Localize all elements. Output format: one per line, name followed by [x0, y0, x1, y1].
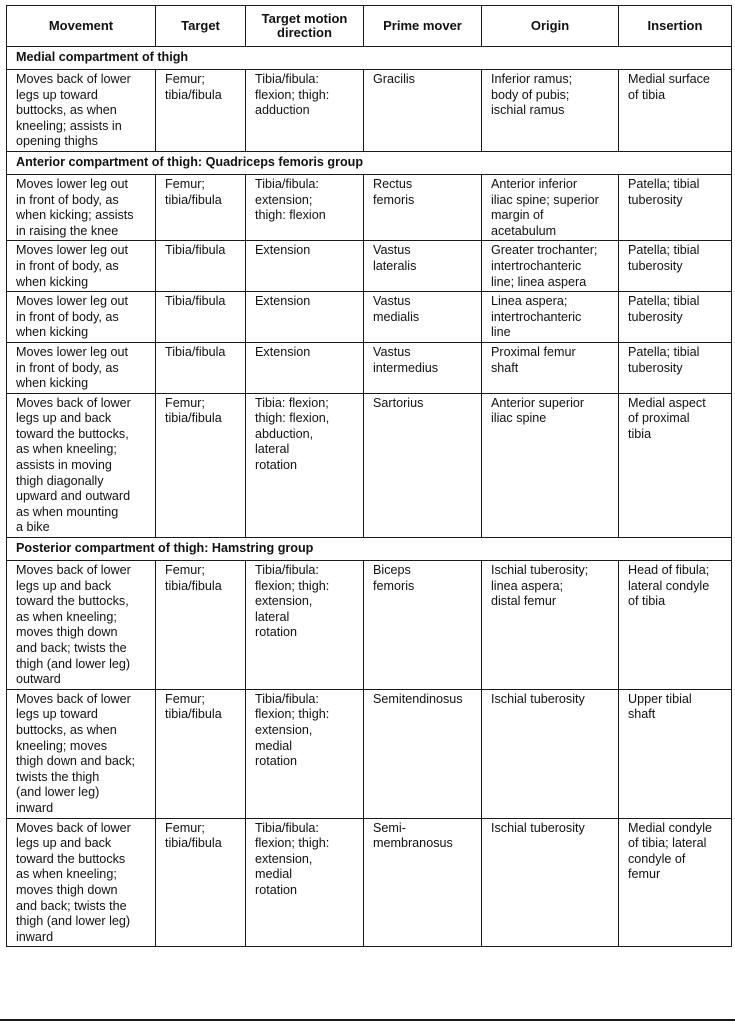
- cell-line: thigh down and back;: [16, 754, 136, 769]
- cell-line: Tibia: flexion;: [255, 395, 329, 410]
- cell-line: distal femur: [491, 594, 557, 609]
- cell-line: in front of body, as: [16, 192, 119, 207]
- cell-line: when kicking; assists: [16, 208, 134, 223]
- cell-line: rotation: [255, 754, 298, 769]
- cell-line: Tibia/fibula:: [255, 563, 319, 578]
- cell-line: Ischial tuberosity: [491, 820, 585, 835]
- cell-line: femoris: [373, 192, 415, 207]
- cell-line: flexion; thigh:: [255, 707, 330, 722]
- cell-line: twists the thigh: [16, 769, 100, 784]
- table-row: [7, 689, 732, 818]
- motion-direction-cell: [246, 241, 364, 292]
- table-row: [7, 174, 732, 240]
- cell-line: opening thighs: [16, 134, 98, 149]
- cell-line: iliac spine; superior: [491, 192, 599, 207]
- cell-line: body of pubis;: [491, 87, 570, 102]
- cell-line: as when mounting: [16, 504, 119, 519]
- cell-line: acetabulum: [491, 223, 557, 238]
- cell-line: thigh (and lower leg): [16, 656, 131, 671]
- cell-line: Patella; tibial: [628, 176, 700, 191]
- cell-line: of proximal: [628, 411, 690, 426]
- cell-line: medial: [255, 738, 293, 753]
- cell-line: a bike: [16, 520, 50, 535]
- cell-line: Gracilis: [373, 72, 415, 86]
- prime-mover-cell: [364, 292, 482, 343]
- insertion-cell: [619, 818, 732, 947]
- cell-line: shaft: [628, 707, 656, 722]
- cell-line: upward and outward: [16, 489, 131, 504]
- cell-line: Head of fibula;: [628, 563, 710, 578]
- cell-line: Anterior inferior: [491, 176, 578, 191]
- cell-line: of tibia; lateral: [628, 836, 707, 851]
- movement-cell: [7, 818, 156, 947]
- header-row: [7, 6, 732, 47]
- origin-cell: [482, 393, 619, 537]
- cell-line: Medial condyle: [628, 820, 713, 835]
- header-insertion: Insertion: [619, 6, 732, 47]
- cell-line: as when kneeling;: [16, 867, 117, 882]
- header-target-motion-direction: Target motion direction: [246, 6, 364, 47]
- muscle-table-container: [6, 5, 731, 947]
- motion-direction-cell: [246, 70, 364, 152]
- cell-line: Moves back of lower: [16, 563, 131, 578]
- origin-cell: [482, 292, 619, 343]
- cell-line: in front of body, as: [16, 258, 119, 273]
- cell-line: toward the buttocks: [16, 851, 126, 866]
- target-cell: [156, 174, 246, 240]
- cell-line: Moves lower leg out: [16, 243, 128, 258]
- origin-cell: [482, 70, 619, 152]
- cell-line: kneeling; moves: [16, 738, 108, 753]
- cell-line: extension;: [255, 192, 313, 207]
- target-cell: [156, 561, 246, 690]
- cell-line: tibia/fibula: [165, 578, 222, 593]
- table-row: [7, 292, 732, 343]
- cell-line: Upper tibial: [628, 691, 692, 706]
- header-movement: Movement: [7, 6, 156, 47]
- cell-line: margin of: [491, 208, 544, 223]
- target-cell: [156, 689, 246, 818]
- prime-mover-cell: [364, 174, 482, 240]
- cell-line: iliac spine: [491, 411, 547, 426]
- cell-line: condyle of: [628, 851, 686, 866]
- prime-mover-cell: [364, 393, 482, 537]
- movement-cell: [7, 561, 156, 690]
- target-cell: [156, 393, 246, 537]
- cell-line: kneeling; assists in: [16, 118, 122, 133]
- cell-line: medialis: [373, 309, 420, 324]
- cell-line: Vastus: [373, 294, 411, 309]
- cell-line: line: [491, 325, 511, 340]
- cell-line: Medial surface: [628, 72, 710, 86]
- prime-mover-cell: [364, 689, 482, 818]
- origin-cell: [482, 689, 619, 818]
- insertion-cell: [619, 561, 732, 690]
- movement-cell: [7, 393, 156, 537]
- cell-line: tibia: [628, 426, 652, 441]
- cell-line: legs up and back: [16, 578, 112, 593]
- prime-mover-cell: [364, 561, 482, 690]
- cell-line: in front of body, as: [16, 360, 119, 375]
- cell-line: Femur;: [165, 820, 205, 835]
- cell-line: Moves lower leg out: [16, 294, 128, 309]
- cell-line: toward the buttocks,: [16, 594, 129, 609]
- cell-line: Rectus: [373, 176, 413, 191]
- movement-cell: [7, 70, 156, 152]
- section-header-row: [7, 151, 732, 174]
- prime-mover-cell: [364, 241, 482, 292]
- cell-line: in front of body, as: [16, 309, 119, 324]
- cell-line: outward: [16, 672, 61, 687]
- cell-line: extension,: [255, 851, 313, 866]
- movement-cell: [7, 241, 156, 292]
- origin-cell: [482, 342, 619, 393]
- cell-line: Semi-: [373, 820, 406, 835]
- cell-line: in raising the knee: [16, 223, 119, 238]
- cell-line: rotation: [255, 882, 298, 897]
- cell-line: of tibia: [628, 594, 666, 609]
- cell-line: linea aspera;: [491, 578, 564, 593]
- cell-line: as when kneeling;: [16, 609, 117, 624]
- target-cell: [156, 241, 246, 292]
- cell-line: assists in moving: [16, 458, 112, 473]
- cell-line: toward the buttocks,: [16, 426, 129, 441]
- cell-line: intermedius: [373, 360, 439, 375]
- cell-line: adduction: [255, 103, 310, 118]
- target-cell: [156, 292, 246, 343]
- cell-line: Medial aspect: [628, 395, 706, 410]
- table-row: [7, 561, 732, 690]
- target-cell: [156, 70, 246, 152]
- origin-cell: [482, 174, 619, 240]
- cell-line: Linea aspera;: [491, 294, 568, 309]
- cell-line: Vastus: [373, 243, 411, 258]
- cell-line: Moves back of lower: [16, 395, 131, 410]
- cell-line: flexion; thigh:: [255, 578, 330, 593]
- cell-line: tuberosity: [628, 360, 683, 375]
- cell-line: rotation: [255, 458, 298, 473]
- cell-line: Tibia/fibula: [165, 344, 226, 359]
- table-row: [7, 818, 732, 947]
- cell-line: Ischial tuberosity: [491, 691, 585, 706]
- motion-direction-cell: [246, 818, 364, 947]
- thigh-muscles-table: [6, 5, 732, 947]
- cell-line: Extension: [255, 243, 311, 258]
- cell-line: lateral: [255, 609, 290, 624]
- cell-line: Tibia/fibula:: [255, 72, 319, 86]
- cell-line: Moves back of lower: [16, 820, 131, 835]
- cell-line: and back; twists the: [16, 641, 127, 655]
- prime-mover-cell: [364, 342, 482, 393]
- cell-line: Moves back of lower: [16, 691, 131, 706]
- insertion-cell: [619, 70, 732, 152]
- cell-line: femoris: [373, 578, 415, 593]
- cell-line: Patella; tibial: [628, 294, 700, 309]
- cell-line: moves thigh down: [16, 625, 118, 640]
- movement-cell: [7, 174, 156, 240]
- movement-cell: [7, 342, 156, 393]
- insertion-cell: [619, 292, 732, 343]
- cell-line: Moves lower leg out: [16, 344, 128, 359]
- cell-line: Moves lower leg out: [16, 176, 128, 191]
- cell-line: inward: [16, 929, 54, 944]
- motion-direction-cell: [246, 342, 364, 393]
- cell-line: of tibia: [628, 87, 666, 102]
- origin-cell: [482, 561, 619, 690]
- cell-line: Semitendinosus: [373, 691, 463, 706]
- cell-line: Femur;: [165, 691, 205, 706]
- cell-line: legs up and back: [16, 836, 112, 851]
- cell-line: femur: [628, 867, 661, 882]
- cell-line: as when kneeling;: [16, 442, 117, 457]
- cell-line: Femur;: [165, 563, 205, 578]
- section-header-row: [7, 47, 732, 70]
- cell-line: Vastus: [373, 344, 411, 359]
- cell-line: moves thigh down: [16, 882, 118, 897]
- cell-line: tuberosity: [628, 309, 683, 324]
- motion-direction-cell: [246, 689, 364, 818]
- movement-cell: [7, 292, 156, 343]
- cell-line: Inferior ramus;: [491, 72, 573, 86]
- cell-line: Femur;: [165, 395, 205, 410]
- cell-line: Proximal femur: [491, 344, 576, 359]
- cell-line: Extension: [255, 344, 311, 359]
- table-row: [7, 241, 732, 292]
- cell-line: Tibia/fibula:: [255, 176, 319, 191]
- cell-line: Ischial tuberosity;: [491, 563, 589, 578]
- cell-line: Femur;: [165, 72, 205, 86]
- cell-line: inward: [16, 800, 54, 815]
- insertion-cell: [619, 689, 732, 818]
- cell-line: rotation: [255, 625, 298, 640]
- cell-line: tibia/fibula: [165, 192, 222, 207]
- cell-line: extension,: [255, 722, 313, 737]
- cell-line: Biceps: [373, 563, 411, 578]
- cell-line: membranosus: [373, 836, 453, 851]
- cell-line: Tibia/fibula:: [255, 691, 319, 706]
- cell-line: Anterior superior: [491, 395, 585, 410]
- prime-mover-cell: [364, 70, 482, 152]
- cell-line: (and lower leg): [16, 785, 100, 800]
- target-cell: [156, 342, 246, 393]
- motion-direction-cell: [246, 174, 364, 240]
- cell-line: Extension: [255, 294, 311, 309]
- cell-line: thigh: flexion,: [255, 411, 330, 426]
- motion-direction-cell: [246, 393, 364, 537]
- cell-line: medial: [255, 867, 293, 882]
- cell-line: extension,: [255, 594, 313, 609]
- movement-cell: [7, 689, 156, 818]
- section-title: Anterior compartment of thigh: Quadriceps femoris group: [7, 151, 732, 174]
- cell-line: lateral: [255, 442, 290, 457]
- cell-line: Greater trochanter;: [491, 243, 598, 258]
- bottom-rule: [0, 1019, 735, 1021]
- cell-line: when kicking: [16, 274, 89, 289]
- cell-line: shaft: [491, 360, 519, 375]
- cell-line: tuberosity: [628, 192, 683, 207]
- target-cell: [156, 818, 246, 947]
- cell-line: intertrochanteric: [491, 258, 582, 273]
- cell-line: and back; twists the: [16, 898, 127, 913]
- cell-line: tibia/fibula: [165, 836, 222, 851]
- cell-line: thigh diagonally: [16, 473, 104, 488]
- header-prime-mover: Prime mover: [364, 6, 482, 47]
- cell-line: thigh (and lower leg): [16, 914, 131, 929]
- insertion-cell: [619, 393, 732, 537]
- table-body: [7, 47, 732, 947]
- cell-line: lateral condyle: [628, 578, 710, 593]
- cell-line: tuberosity: [628, 258, 683, 273]
- cell-line: buttocks, as when: [16, 103, 117, 118]
- cell-line: Moves back of lower: [16, 72, 131, 86]
- cell-line: thigh: flexion: [255, 208, 326, 223]
- cell-line: Patella; tibial: [628, 243, 700, 258]
- motion-direction-cell: [246, 292, 364, 343]
- cell-line: when kicking: [16, 376, 89, 391]
- cell-line: legs up toward: [16, 87, 98, 102]
- table-row: [7, 393, 732, 537]
- cell-line: legs up toward: [16, 707, 98, 722]
- table-row: [7, 70, 732, 152]
- cell-line: buttocks, as when: [16, 722, 117, 737]
- cell-line: ischial ramus: [491, 103, 565, 118]
- cell-line: Tibia/fibula: [165, 294, 226, 309]
- insertion-cell: [619, 342, 732, 393]
- cell-line: tibia/fibula: [165, 87, 222, 102]
- cell-line: flexion; thigh:: [255, 87, 330, 102]
- origin-cell: [482, 818, 619, 947]
- motion-direction-cell: [246, 561, 364, 690]
- prime-mover-cell: [364, 818, 482, 947]
- cell-line: intertrochanteric: [491, 309, 582, 324]
- cell-line: Sartorius: [373, 395, 424, 410]
- cell-line: Tibia/fibula:: [255, 820, 319, 835]
- cell-line: Tibia/fibula: [165, 243, 226, 258]
- origin-cell: [482, 241, 619, 292]
- cell-line: abduction,: [255, 426, 314, 441]
- cell-line: line; linea aspera: [491, 274, 587, 289]
- insertion-cell: [619, 241, 732, 292]
- section-title: Posterior compartment of thigh: Hamstring group: [7, 538, 732, 561]
- section-header-row: [7, 538, 732, 561]
- cell-line: Patella; tibial: [628, 344, 700, 359]
- insertion-cell: [619, 174, 732, 240]
- header-target: Target: [156, 6, 246, 47]
- header-origin: Origin: [482, 6, 619, 47]
- cell-line: tibia/fibula: [165, 411, 222, 426]
- table-row: [7, 342, 732, 393]
- cell-line: legs up and back: [16, 411, 112, 426]
- cell-line: Femur;: [165, 176, 205, 191]
- section-title: Medial compartment of thigh: [7, 47, 732, 70]
- cell-line: flexion; thigh:: [255, 836, 330, 851]
- cell-line: tibia/fibula: [165, 707, 222, 722]
- cell-line: lateralis: [373, 258, 417, 273]
- cell-line: when kicking: [16, 325, 89, 340]
